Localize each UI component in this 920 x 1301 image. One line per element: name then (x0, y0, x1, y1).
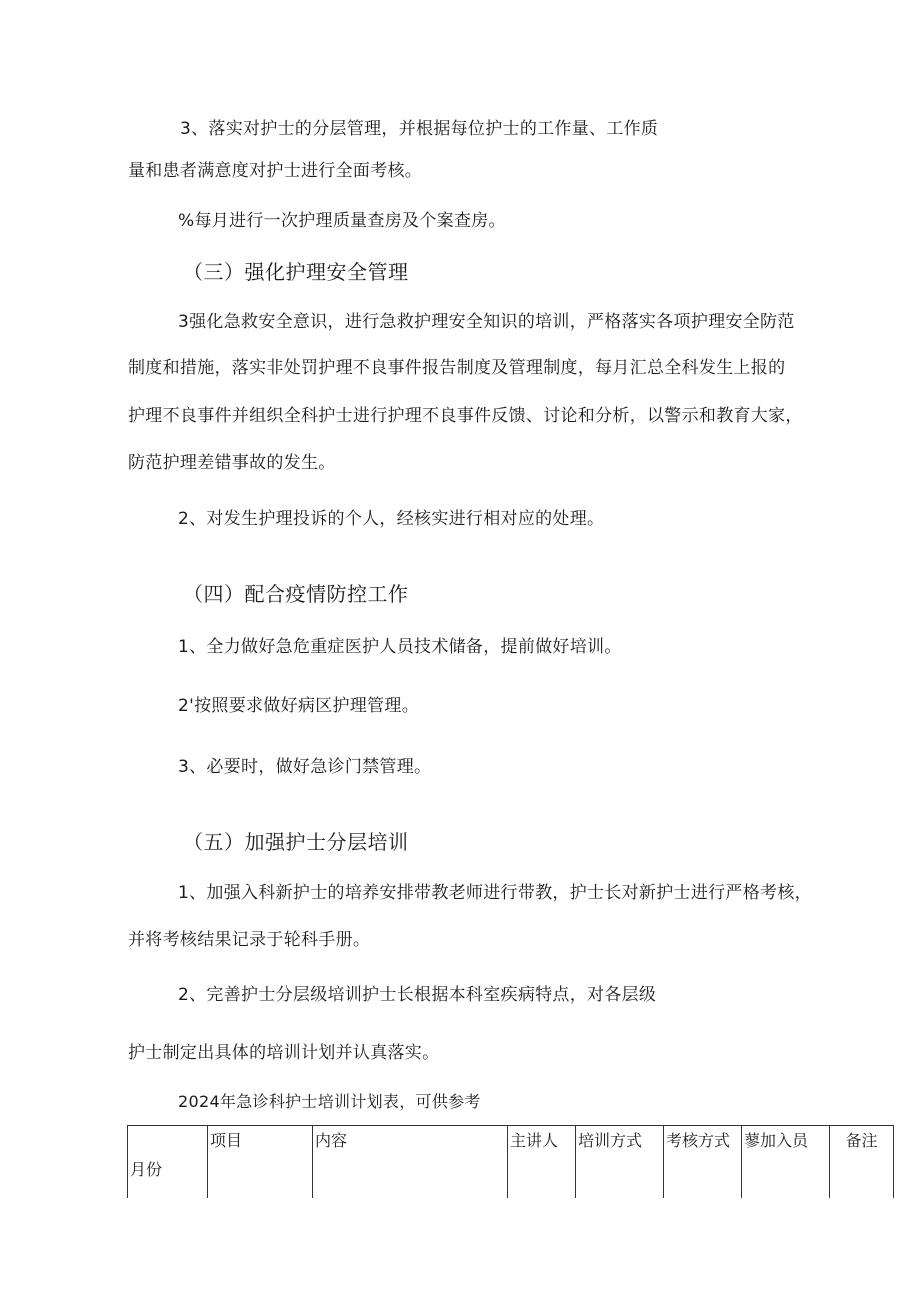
paragraph-line: 量和患者满意度对护士进行全面考核。 (128, 161, 423, 181)
paragraph-line: 防范护理差错事故的发生。 (128, 453, 336, 473)
column-header-assessment-method: 考核方式 (664, 1126, 742, 1199)
paragraph-line: 1、全力做好急危重症医护人员技术储备，提前做好培训。 (178, 637, 622, 657)
paragraph-line: 2、对发生护理投诉的个人，经核实进行相对应的处理。 (178, 509, 605, 529)
section-heading: （三）强化护理安全管理 (183, 260, 409, 284)
paragraph-line: 1、加强入科新护士的培养安排带教老师进行带教，护士长对新护士进行严格考核， (178, 883, 812, 903)
paragraph-line: 2、完善护士分层级培训护士长根据本科室疾病特点，对各层级 (178, 985, 657, 1005)
paragraph-line: 3强化急救安全意识，进行急救护理安全知识的培训，严格落实各项护理安全防范 (178, 312, 795, 332)
training-plan-table (127, 1125, 894, 1198)
paragraph-line: 护理不良事件并组织全科护士进行护理不良事件反馈、讨论和分析，以警示和教育大家， (128, 406, 803, 426)
column-header-participants: 蓼加入员 (742, 1126, 830, 1199)
paragraph-line: 并将考核结果记录于轮科手册。 (128, 930, 371, 950)
paragraph-line: 护士制定出具体的培训计划并认真落实。 (128, 1043, 440, 1063)
table-caption: 2024年急诊科护士培训计划表，可供参考 (178, 1092, 481, 1111)
column-header-lecturer: 主讲人 (508, 1126, 576, 1199)
column-header-item: 项目 (208, 1126, 313, 1199)
paragraph-line: 制度和措施，落实非处罚护理不良事件报告制度及管理制度，每月汇总全科发生上报的 (128, 358, 786, 378)
column-header-month: 月份 (128, 1126, 208, 1199)
paragraph-line: 3、落实对护士的分层管理，并根据每位护士的工作量、工作质 (180, 119, 659, 139)
paragraph-line: %每月进行一次护理质量查房及个案查房。 (178, 211, 506, 231)
column-header-content: 内容 (313, 1126, 508, 1199)
section-heading: （四）配合疫情防控工作 (183, 582, 409, 606)
paragraph-line: 3、必要时，做好急诊门禁管理。 (178, 757, 432, 777)
table-header-row (128, 1126, 894, 1199)
column-header-remarks: 备注 (830, 1126, 894, 1199)
column-header-training-method: 培训方式 (576, 1126, 664, 1199)
section-heading: （五）加强护士分层培训 (183, 830, 409, 854)
paragraph-line: 2'按照要求做好病区护理管理。 (178, 696, 419, 716)
